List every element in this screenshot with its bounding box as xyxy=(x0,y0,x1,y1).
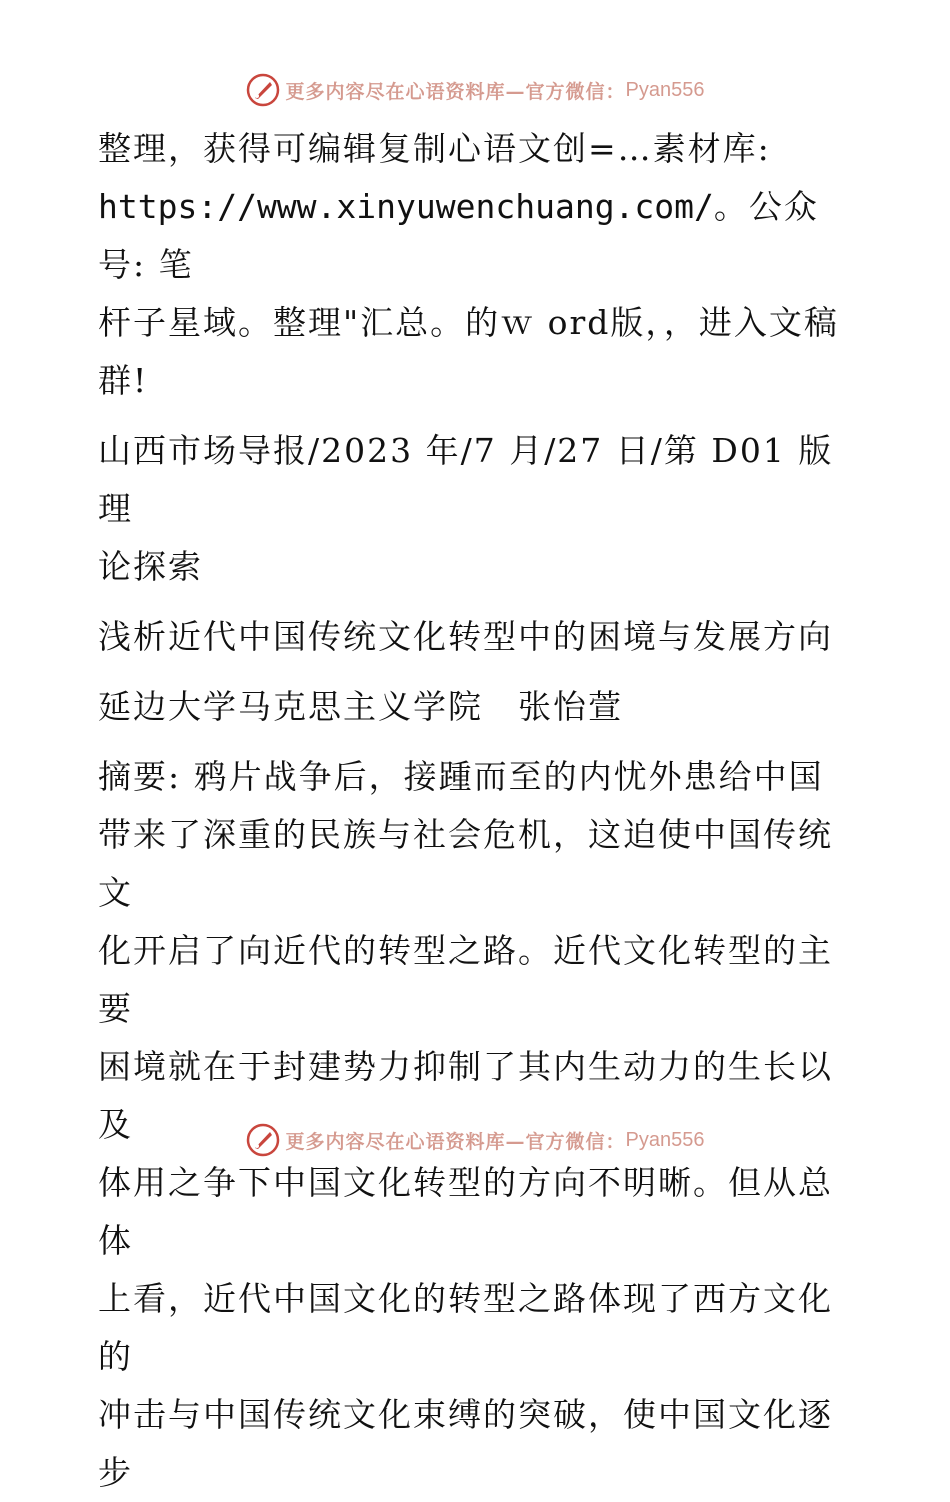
quill-seal-icon xyxy=(246,73,280,107)
article-author: 延边大学马克思主义学院 张怡萱 xyxy=(98,687,623,726)
abstract-line: 冲击与中国传统文化束缚的突破，使中国文化逐步 xyxy=(98,1395,833,1492)
abstract-line: 体用之争下中国文化转型的方向不明晰。但从总体 xyxy=(98,1163,833,1260)
intro-line-2 xyxy=(98,178,858,294)
document-body xyxy=(98,120,858,1502)
watermark-footer xyxy=(0,1120,950,1160)
watermark-text: 更多内容尽在心语资料库—官方微信： xyxy=(285,1130,626,1153)
abstract-line: 带来了深重的民族与社会危机，这迫使中国传统文 xyxy=(98,815,833,912)
watermark-wechat-id: Pyan556 xyxy=(625,1128,705,1151)
article-title: 浅析近代中国传统文化转型中的困境与发展方向 xyxy=(98,617,833,656)
intro-line-2-rest: 。公众号: 笔 xyxy=(98,187,819,284)
abstract-line: 化开启了向近代的转型之路。近代文化转型的主要 xyxy=(98,931,833,1028)
intro-line-4: 群! xyxy=(98,361,149,400)
intro-line-1: 整理，获得可编辑复制心语文创=…素材库: xyxy=(98,129,771,168)
source-line-1: 山西市场导报/2023 年/7 月/27 日/第 D01 版理 xyxy=(98,431,834,528)
source-url-link[interactable]: https://www.xinyuwenchuang.com/ xyxy=(98,187,714,226)
abstract-line: 摘要: 鸦片战争后，接踵而至的内忧外患给中国 xyxy=(98,757,824,796)
watermark-text: 更多内容尽在心语资料库—官方微信： xyxy=(285,80,626,103)
watermark-header xyxy=(0,70,950,110)
intro-line-3: 杆子星域。整理"汇总。的ｗ ord版，，进入文稿 xyxy=(98,303,839,342)
abstract-line: 困境就在于封建势力抑制了其内生动力的生长以及 xyxy=(98,1047,833,1144)
quill-seal-icon xyxy=(246,1123,280,1157)
abstract-line: 上看，近代中国文化的转型之路体现了西方文化的 xyxy=(98,1279,833,1376)
watermark-wechat-id: Pyan556 xyxy=(625,78,705,101)
source-line-2: 论探索 xyxy=(98,547,203,586)
